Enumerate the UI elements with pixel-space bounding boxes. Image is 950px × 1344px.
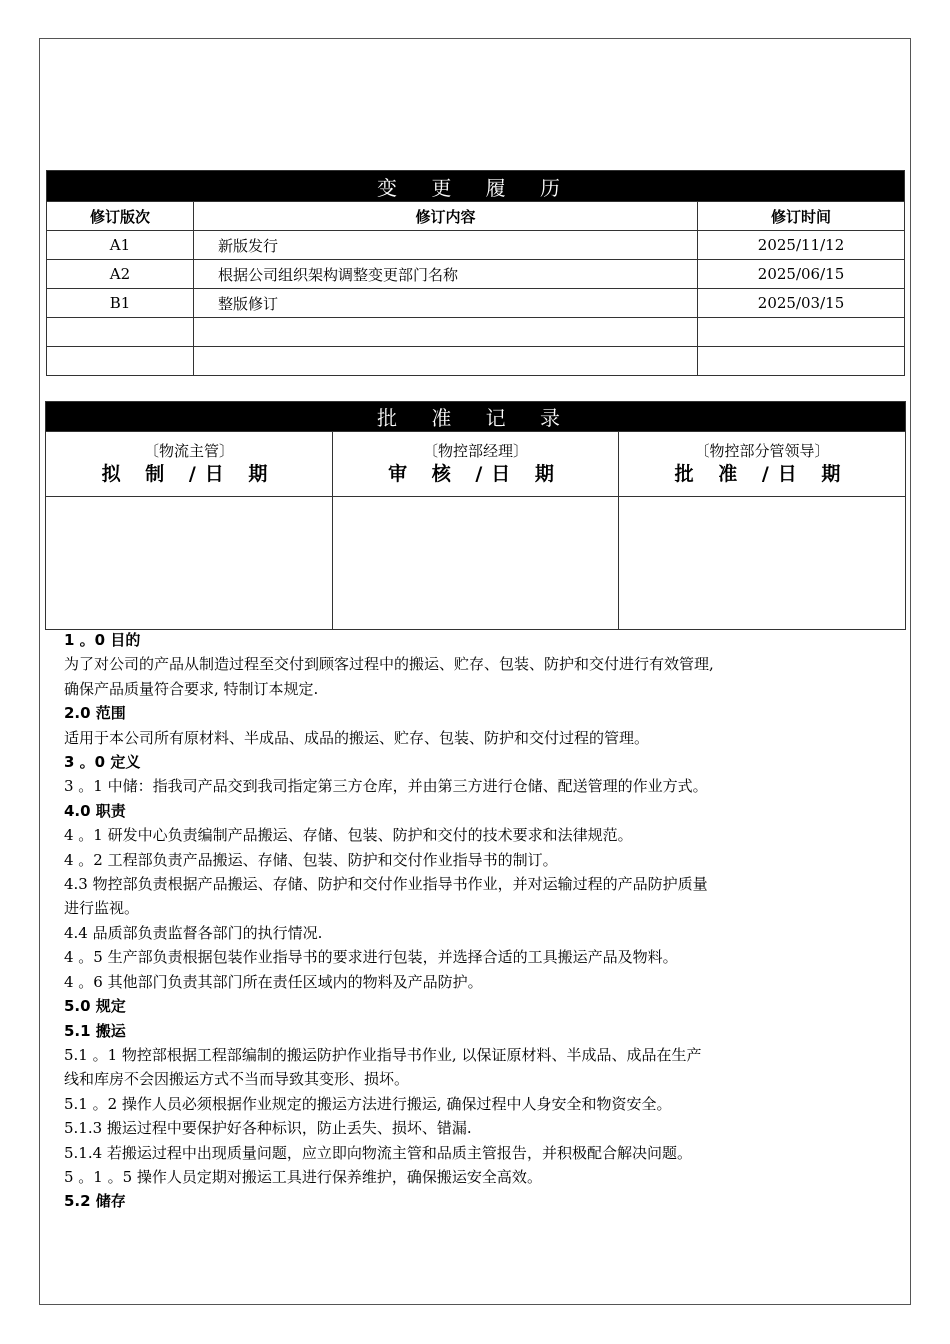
signature-cell-drafter bbox=[46, 497, 333, 630]
revision-date bbox=[698, 347, 905, 376]
revision-content bbox=[194, 347, 698, 376]
approval-role: 〔物控部分管领导〕 bbox=[694, 442, 830, 460]
body-paragraph: 3 。1 中储：指我司产品交到我司指定第三方仓库，并由第三方进行仓储、配送管理的作业方式。 bbox=[64, 777, 708, 796]
approval-role: 〔物控部经理〕 bbox=[422, 442, 528, 460]
body-paragraph: 进行监视。 bbox=[64, 899, 140, 918]
approval-header-row bbox=[46, 432, 906, 497]
revision-content: 根据公司组织架构调整变更部门名称 bbox=[194, 260, 698, 289]
approval-title: 批 准 记 录 bbox=[46, 402, 906, 432]
body-paragraph: 线和库房不会因搬运方式不当而导致其变形、损坏。 bbox=[64, 1070, 410, 1089]
revision-title-row bbox=[47, 171, 905, 202]
approval-action: 批 准 /日 期 bbox=[674, 463, 850, 485]
approval-record-table bbox=[45, 401, 906, 630]
revision-title: 变 更 履 历 bbox=[47, 171, 905, 202]
body-paragraph: 确保产品质量符合要求, 特制订本规定. bbox=[64, 679, 319, 698]
body-paragraph: 4 。2 工程部负责产品搬运、存储、包装、防护和交付作业指导书的制订。 bbox=[64, 850, 558, 869]
revision-version: A1 bbox=[47, 231, 194, 260]
revision-version bbox=[47, 318, 194, 347]
signature-row bbox=[46, 497, 906, 630]
body-paragraph: 适用于本公司所有原材料、半成品、成品的搬运、贮存、包装、防护和交付过程的管理。 bbox=[64, 728, 650, 747]
revision-version bbox=[47, 347, 194, 376]
body-paragraph: 5.1.4 若搬运过程中出现质量问题，应立即向物流主管和品质主管报告，并积极配合解决问题。 bbox=[64, 1143, 692, 1162]
table-row bbox=[47, 289, 905, 318]
approval-col-reviewer bbox=[333, 432, 619, 497]
section-heading: 5.1 搬运 bbox=[64, 1021, 126, 1040]
body-paragraph: 4 。1 研发中心负责编制产品搬运、存储、包装、防护和交付的技术要求和法律规范。 bbox=[64, 826, 633, 845]
table-row bbox=[47, 231, 905, 260]
signature-cell-approver bbox=[619, 497, 906, 630]
approval-action: 审 核 /日 期 bbox=[388, 463, 563, 485]
approval-col-drafter bbox=[46, 432, 333, 497]
revision-version: A2 bbox=[47, 260, 194, 289]
revision-version: B1 bbox=[47, 289, 194, 318]
body-paragraph: 4 。5 生产部负责根据包装作业指导书的要求进行包装，并选择合适的工具搬运产品及物料。 bbox=[64, 948, 678, 967]
section-heading: 1 。0 目的 bbox=[64, 631, 141, 649]
approval-role: 〔物流主管〕 bbox=[143, 442, 234, 460]
body-paragraph: 5 。1 。5 操作人员定期对搬运工具进行保养维护，确保搬运安全高效。 bbox=[64, 1167, 542, 1186]
body-paragraph: 4.3 物控部负责根据产品搬运、存储、防护和交付作业指导书作业，并对运输过程的产品防护质量 bbox=[64, 875, 708, 894]
section-heading: 5.2 储存 bbox=[64, 1192, 126, 1211]
body-paragraph: 为了对公司的产品从制造过程至交付到顾客过程中的搬运、贮存、包装、防护和交付进行有效管理, bbox=[64, 655, 714, 674]
col-header-version: 修订版次 bbox=[47, 202, 194, 231]
body-paragraph: 5.1 。2 操作人员必须根据作业规定的搬运方法进行搬运, 确保过程中人身安全和物资安全。 bbox=[64, 1094, 672, 1113]
revision-date: 2025/03/15 bbox=[698, 289, 905, 318]
approval-action: 拟 制 /日 期 bbox=[101, 463, 277, 485]
revision-date bbox=[698, 318, 905, 347]
body-paragraph: 5.1 。1 物控部根据工程部编制的搬运防护作业指导书作业, 以保证原材料、半成品、成品在生产 bbox=[64, 1045, 702, 1064]
section-heading: 4.0 职责 bbox=[64, 801, 126, 820]
revision-content: 整版修订 bbox=[194, 289, 698, 318]
revision-content: 新版发行 bbox=[194, 231, 698, 260]
col-header-date: 修订时间 bbox=[698, 202, 905, 231]
table-row bbox=[47, 318, 905, 347]
approval-col-approver bbox=[619, 432, 906, 497]
revision-history-table bbox=[46, 170, 905, 376]
revision-header-row bbox=[47, 202, 905, 231]
approval-title-row bbox=[46, 402, 906, 432]
section-heading: 3 。0 定义 bbox=[64, 753, 141, 772]
col-header-content: 修订内容 bbox=[194, 202, 698, 231]
signature-cell-reviewer bbox=[333, 497, 619, 630]
revision-date: 2025/06/15 bbox=[698, 260, 905, 289]
body-paragraph: 5.1.3 搬运过程中要保护好各种标识，防止丢失、损坏、错漏. bbox=[64, 1119, 472, 1138]
section-heading: 5.0 规定 bbox=[64, 997, 126, 1016]
section-heading: 2.0 范围 bbox=[64, 704, 126, 723]
body-paragraph: 4 。6 其他部门负责其部门所在责任区域内的物料及产品防护。 bbox=[64, 972, 483, 991]
revision-content bbox=[194, 318, 698, 347]
table-row bbox=[47, 260, 905, 289]
body-paragraph: 4.4 品质部负责监督各部门的执行情况. bbox=[64, 923, 323, 942]
table-row bbox=[47, 347, 905, 376]
document-body bbox=[64, 628, 900, 1214]
revision-date: 2025/11/12 bbox=[698, 231, 905, 260]
